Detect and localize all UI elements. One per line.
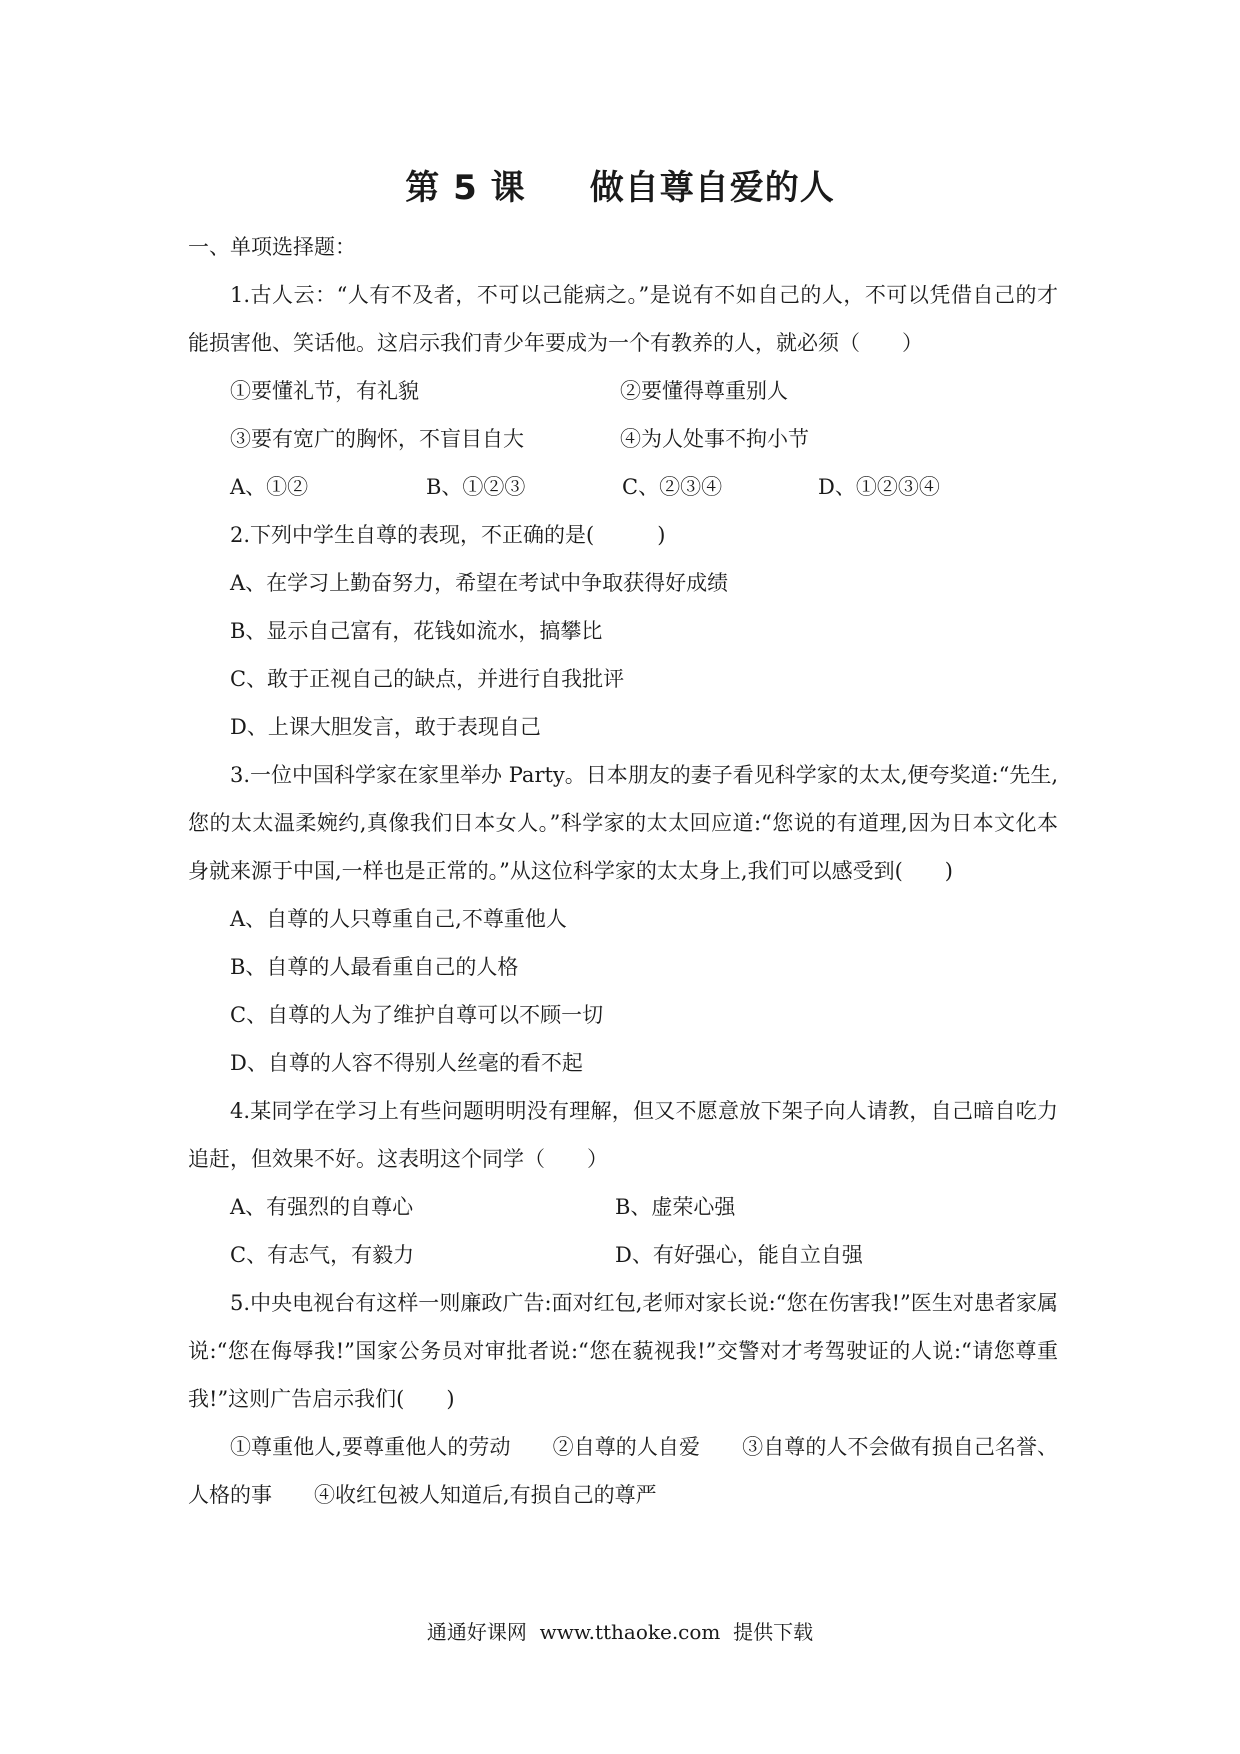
page-title: 第 5 课 做自尊自爱的人: [405, 168, 835, 208]
question-1-options: [188, 463, 1058, 511]
question-1-option-b: B、①②③: [426, 475, 526, 499]
question-2-option-c: C、敢于正视自己的缺点，并进行自我批评: [230, 667, 625, 691]
question-1-statement-4: ④为人处事不拘小节: [620, 427, 809, 451]
section-heading: 一、单项选择题：: [188, 235, 356, 259]
question-3-option-a: A、自尊的人只尊重自己,不尊重他人: [230, 907, 567, 931]
question-4-options-row-2: [188, 1231, 1058, 1279]
question-4-option-d: D、有好强心，能自立自强: [615, 1243, 863, 1267]
question-1-statements-row-2: [188, 415, 1058, 463]
question-4-options-row-1: [188, 1183, 1058, 1231]
question-2-option-a: A、在学习上勤奋努力，希望在考试中争取获得好成绩: [230, 571, 729, 595]
question-4-option-a: A、有强烈的自尊心: [230, 1195, 414, 1219]
question-1-statement-2: ②要懂得尊重别人: [620, 379, 788, 403]
question-1-stem: 1.古人云：“人有不及者，不可以己能病之。”是说有不如自己的人，不可以凭借自己的才能损害他、笑话他。这启示我们青少年要成为一个有教养的人，就必须（ ）: [188, 283, 1058, 355]
question-3-option-c: C、自尊的人为了维护自尊可以不顾一切: [230, 1003, 604, 1027]
question-1-statement-1: ①要懂礼节，有礼貌: [230, 379, 419, 403]
question-4-option-c: C、有志气，有毅力: [230, 1243, 415, 1267]
question-1-option-a: A、①②: [230, 475, 309, 499]
question-1-option-c: C、②③④: [622, 475, 723, 499]
question-4-stem: 4.某同学在学习上有些问题明明没有理解，但又不愿意放下架子向人请教，自己暗自吃力追赶，但效果不好。这表明这个同学（ ）: [188, 1099, 1058, 1171]
question-1-statement-3: ③要有宽广的胸怀，不盲目自大: [230, 427, 524, 451]
question-3-option-b: B、自尊的人最看重自己的人格: [230, 955, 519, 979]
question-1-option-d: D、①②③④: [818, 475, 940, 499]
question-2-option-b: B、显示自己富有，花钱如流水，搞攀比: [230, 619, 603, 643]
question-3-stem: 3.一位中国科学家在家里举办 Party。日本朋友的妻子看见科学家的太太,便夸奖道:“先生,您的太太温柔婉约,真像我们日本女人。”科学家的太太回应道:“您说的有道理,因为日本文化本身就来源于中国,一样也是正常的。”从这位科学家的太太身上,我们可以感受到( ): [188, 763, 1058, 883]
question-5-statements: ①尊重他人,要尊重他人的劳动 ②自尊的人自爱 ③自尊的人不会做有损自己名誉、人格的事 ④收红包被人知道后,有损自己的尊严: [188, 1435, 1058, 1507]
page-footer: 通通好课网 www.tthaoke.com 提供下载: [426, 1620, 814, 1644]
question-content: [188, 223, 1058, 1519]
question-1-statements-row-1: [188, 367, 1058, 415]
question-3-option-d: D、自尊的人容不得别人丝毫的看不起: [230, 1051, 583, 1075]
question-5-stem: 5.中央电视台有这样一则廉政广告:面对红包,老师对家长说:“您在伤害我!”医生对患者家属说:“您在侮辱我!”国家公务员对审批者说:“您在藐视我!”交警对才考驾驶证的人说:“请您尊重我!”这则广告启示我们( ): [188, 1291, 1058, 1411]
question-4-option-b: B、虚荣心强: [615, 1195, 736, 1219]
question-2-option-d: D、上课大胆发言，敢于表现自己: [230, 715, 541, 739]
question-2-stem: 2.下列中学生自尊的表现，不正确的是( ): [230, 523, 666, 547]
